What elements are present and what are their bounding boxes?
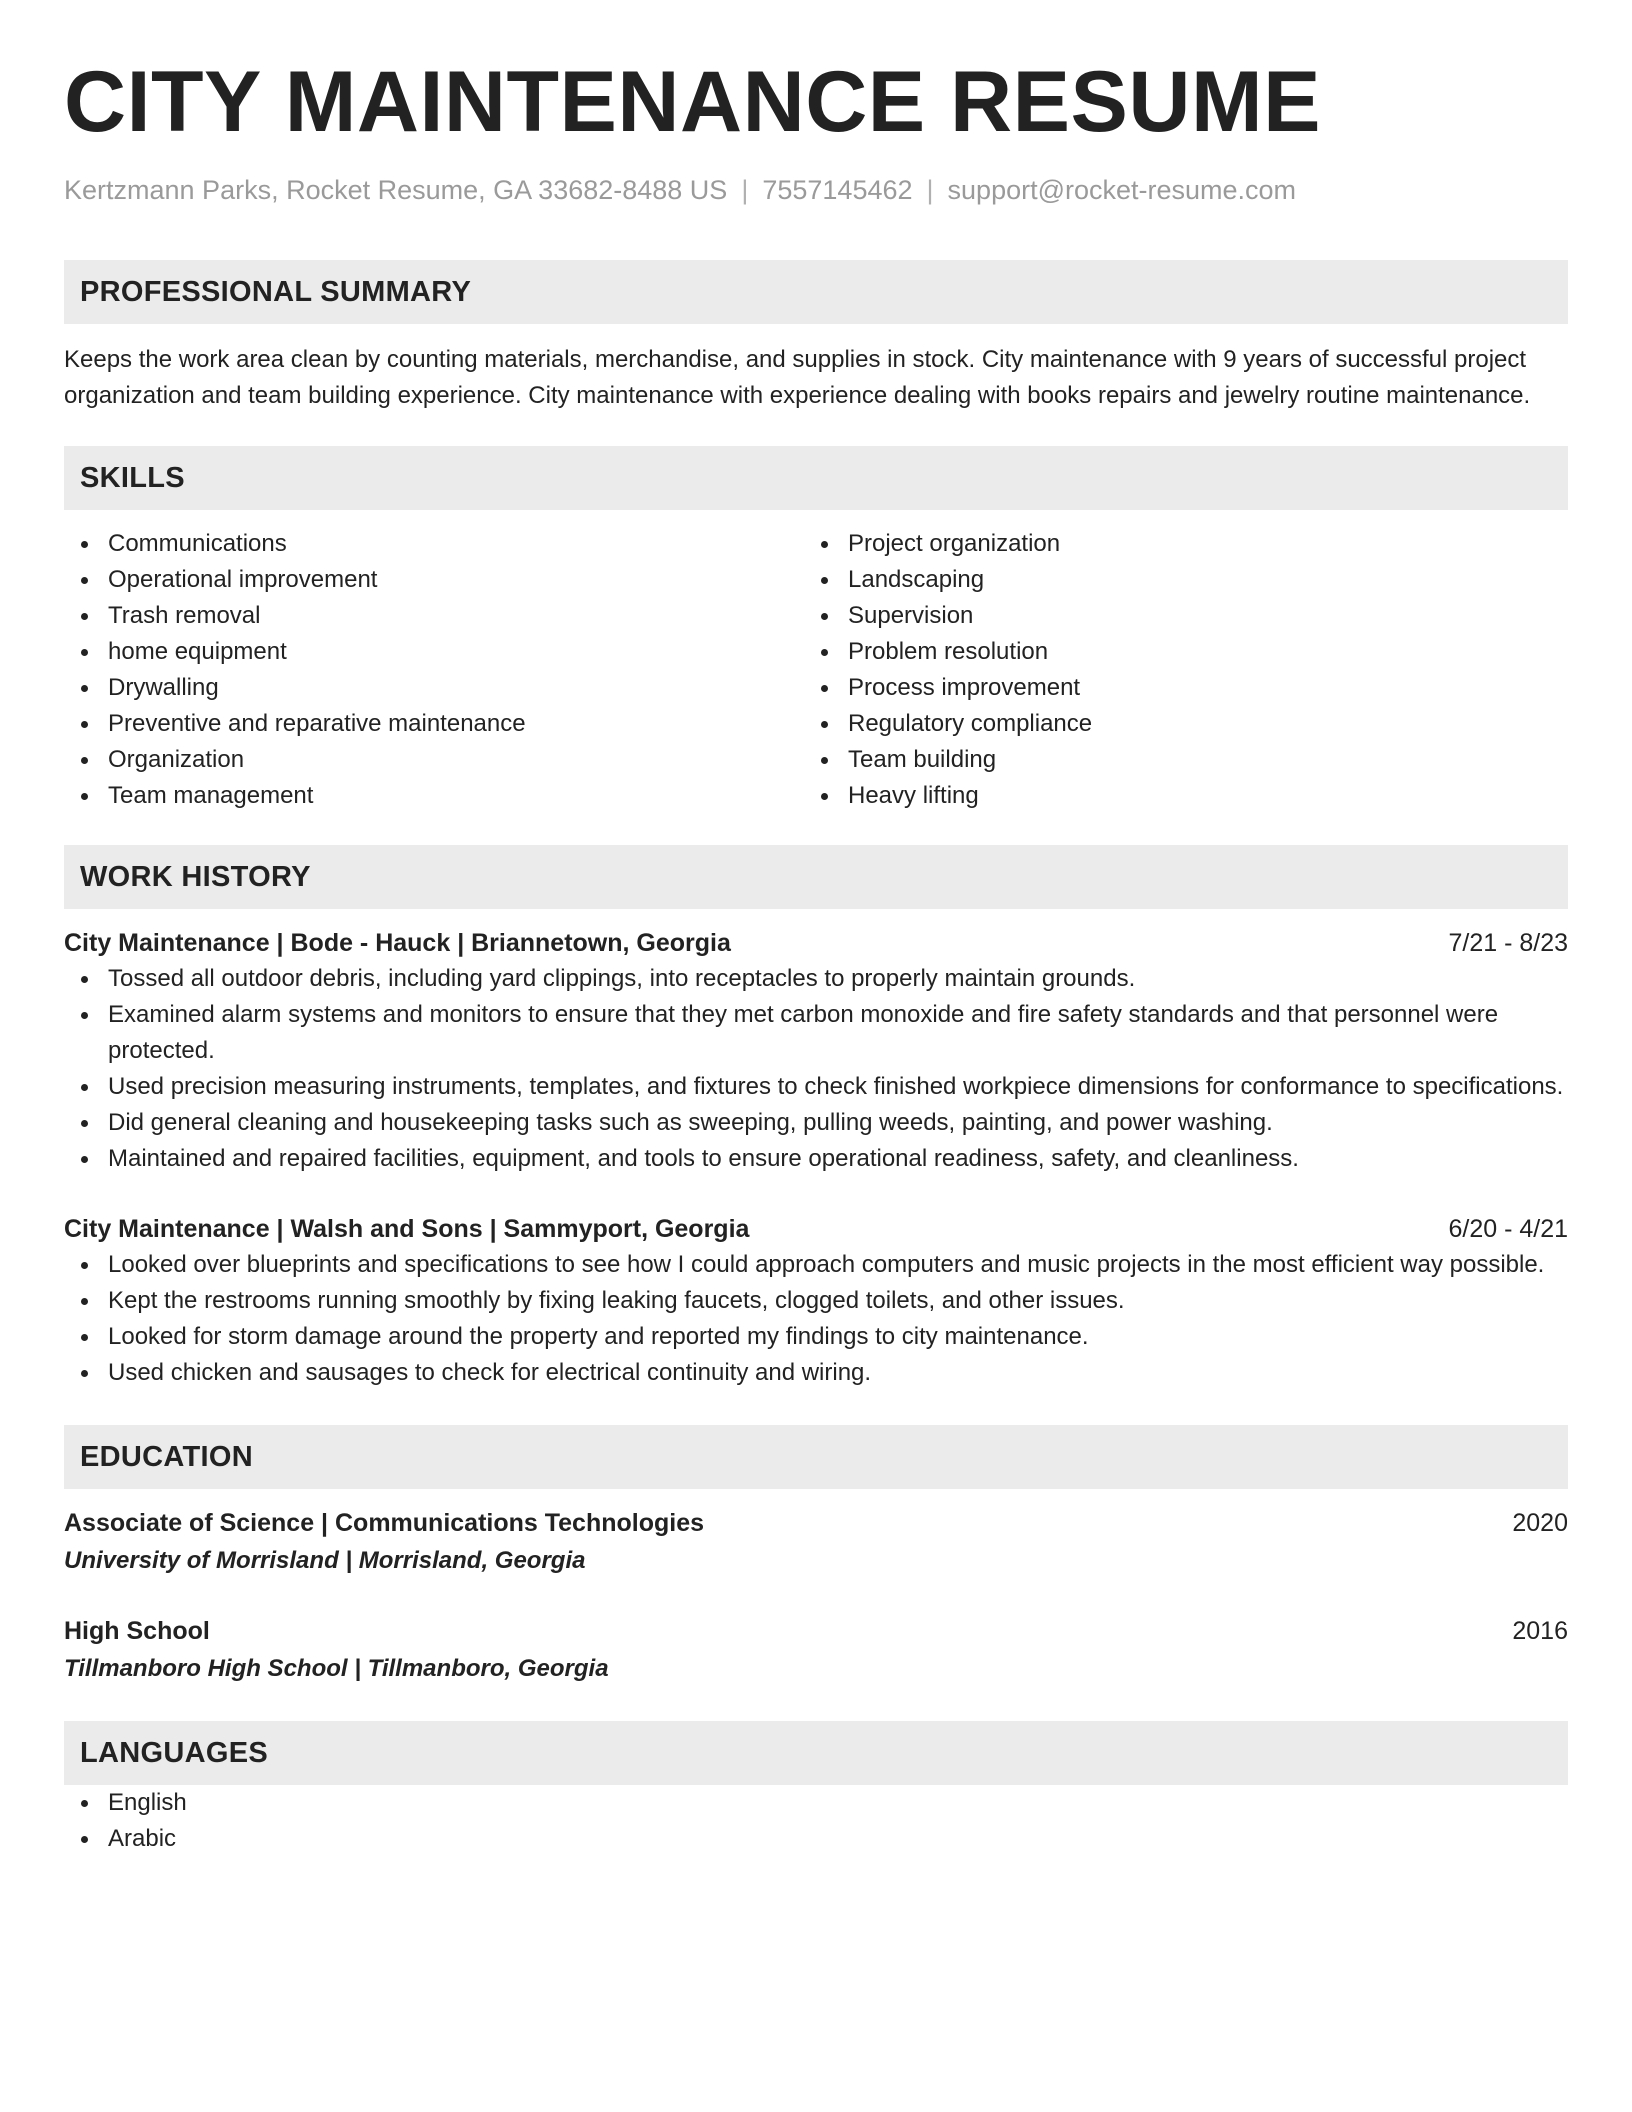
- language-item: Arabic: [64, 1821, 1568, 1857]
- languages-heading: LANGUAGES: [64, 1721, 1568, 1785]
- job-header: [64, 925, 1568, 961]
- contact-line: [64, 172, 1568, 208]
- contact-separator: |: [741, 175, 749, 205]
- contact-separator: |: [926, 175, 934, 205]
- job-duties: [64, 1247, 1568, 1391]
- job-dates: 6/20 - 4/21: [1448, 1215, 1568, 1243]
- job-duty: Used chicken and sausages to check for electrical continuity and wiring.: [64, 1355, 1568, 1391]
- job-duty: Tossed all outdoor debris, including yard clippings, into receptacles to properly maintain grounds.: [64, 961, 1568, 997]
- language-item: English: [64, 1785, 1568, 1821]
- skill-item: Supervision: [804, 598, 1544, 634]
- education-header: [64, 1505, 1568, 1541]
- education-entry: [64, 1613, 1568, 1687]
- job-title: City Maintenance | Walsh and Sons | Sammyport, Georgia: [64, 1215, 750, 1243]
- skill-item: Drywalling: [64, 670, 804, 706]
- job-duty: Maintained and repaired facilities, equipment, and tools to ensure operational readiness, safety, and cleanliness.: [64, 1141, 1568, 1177]
- job-entry: [64, 1211, 1568, 1391]
- contact-address: Kertzmann Parks, Rocket Resume, GA 33682-8488 US: [64, 175, 728, 205]
- skill-item: Heavy lifting: [804, 778, 1544, 814]
- skill-item: Project organization: [804, 526, 1544, 562]
- skill-item: Regulatory compliance: [804, 706, 1544, 742]
- job-title: City Maintenance | Bode - Hauck | Briannetown, Georgia: [64, 929, 731, 957]
- job-duty: Used precision measuring instruments, templates, and fixtures to check finished workpiece dimensions for conformance to specifications.: [64, 1069, 1568, 1105]
- job-entry: [64, 925, 1568, 1177]
- job-duty: Examined alarm systems and monitors to ensure that they met carbon monoxide and fire safety standards and that personnel were protected.: [64, 997, 1568, 1069]
- skills-left-column: [64, 526, 804, 814]
- skill-item: home equipment: [64, 634, 804, 670]
- education-school: University of Morrisland | Morrisland, Georgia: [64, 1547, 586, 1574]
- languages-list: [64, 1785, 1568, 1857]
- resume-title: CITY MAINTENANCE RESUME: [64, 54, 1321, 150]
- job-duties: [64, 961, 1568, 1177]
- education-school: Tillmanboro High School | Tillmanboro, Georgia: [64, 1655, 609, 1682]
- work-history-heading: WORK HISTORY: [64, 845, 1568, 909]
- skills-right-column: [804, 526, 1544, 814]
- education-degree: Associate of Science | Communications Technologies: [64, 1509, 705, 1537]
- skill-item: Team management: [64, 778, 804, 814]
- summary-text: Keeps the work area clean by counting materials, merchandise, and supplies in stock. City maintenance with 9 years of successful project organization and team building experience. City maintenance with experience dealing with books repairs and jewelry routine maintenance.: [64, 346, 1531, 409]
- job-duty: Looked for storm damage around the property and reported my findings to city maintenance.: [64, 1319, 1568, 1355]
- job-duty: Did general cleaning and housekeeping tasks such as sweeping, pulling weeds, painting, and power washing.: [64, 1105, 1568, 1141]
- skill-item: Trash removal: [64, 598, 804, 634]
- skills-heading: SKILLS: [64, 446, 1568, 510]
- education-header: [64, 1613, 1568, 1649]
- contact-phone: 7557145462: [762, 175, 913, 205]
- skills-grid: [64, 526, 1568, 814]
- education-entry: [64, 1505, 1568, 1579]
- job-duty: Kept the restrooms running smoothly by fixing leaking faucets, clogged toilets, and other issues.: [64, 1283, 1568, 1319]
- skill-item: Team building: [804, 742, 1544, 778]
- skill-item: Preventive and reparative maintenance: [64, 706, 804, 742]
- skill-item: Problem resolution: [804, 634, 1544, 670]
- education-heading: EDUCATION: [64, 1425, 1568, 1489]
- skill-item: Operational improvement: [64, 562, 804, 598]
- skill-item: Landscaping: [804, 562, 1544, 598]
- summary-heading: PROFESSIONAL SUMMARY: [64, 260, 1568, 324]
- skill-item: Organization: [64, 742, 804, 778]
- job-duty: Looked over blueprints and specifications to see how I could approach computers and music projects in the most efficient way possible.: [64, 1247, 1568, 1283]
- job-header: [64, 1211, 1568, 1247]
- skill-item: Process improvement: [804, 670, 1544, 706]
- education-year: 2016: [1512, 1617, 1568, 1645]
- skill-item: Communications: [64, 526, 804, 562]
- education-year: 2020: [1512, 1509, 1568, 1537]
- contact-email: support@rocket-resume.com: [947, 175, 1297, 205]
- education-degree: High School: [64, 1617, 210, 1645]
- job-dates: 7/21 - 8/23: [1448, 929, 1568, 957]
